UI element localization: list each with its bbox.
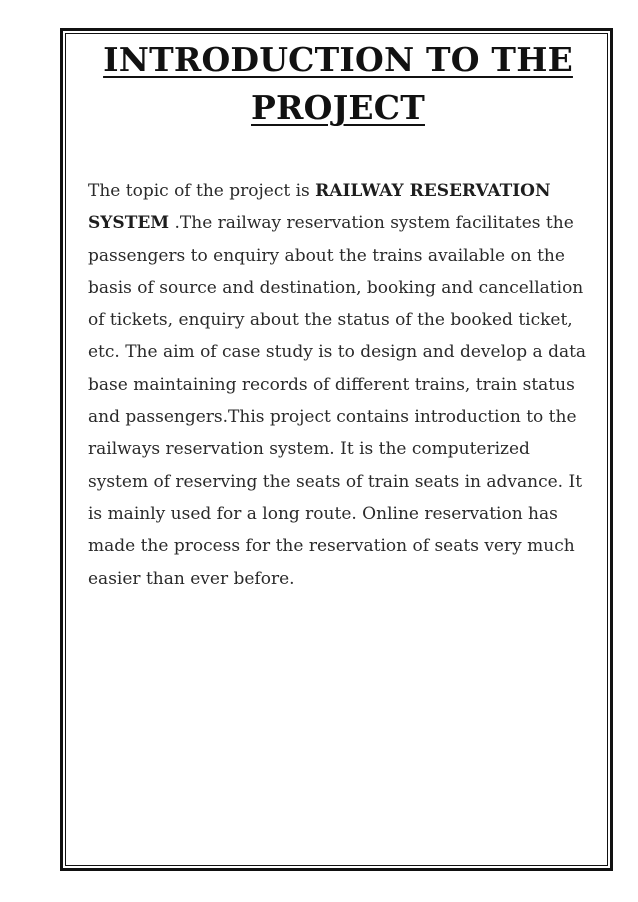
paragraph-body: .The railway reservation system facilitates the passengers to enquiry about the trains available on the basis of source and destination, booking and cancellation of tickets, enquiry about the status of the booked ticket, etc. The aim of case study is to design and develop a data base maintaining records of different trains, train status and passengers.This project contains introduction to the railways reservation system. It is the computerized system of reserving the seats of train seats in advance. It is mainly used for a long route. Online reservation has made the process for the reservation of seats very much easier than ever before. <box>88 213 587 589</box>
intro-paragraph <box>88 175 588 595</box>
title-line-2: PROJECT <box>251 88 425 127</box>
document-title <box>88 36 588 132</box>
highlight-system: SYSTEM <box>88 213 170 234</box>
document-content <box>88 36 588 595</box>
title-line-1: INTRODUCTION TO THE <box>103 40 573 79</box>
paragraph-intro: The topic of the project is <box>88 181 316 201</box>
highlight-railway-reservation: RAILWAY RESERVATION <box>315 181 551 201</box>
